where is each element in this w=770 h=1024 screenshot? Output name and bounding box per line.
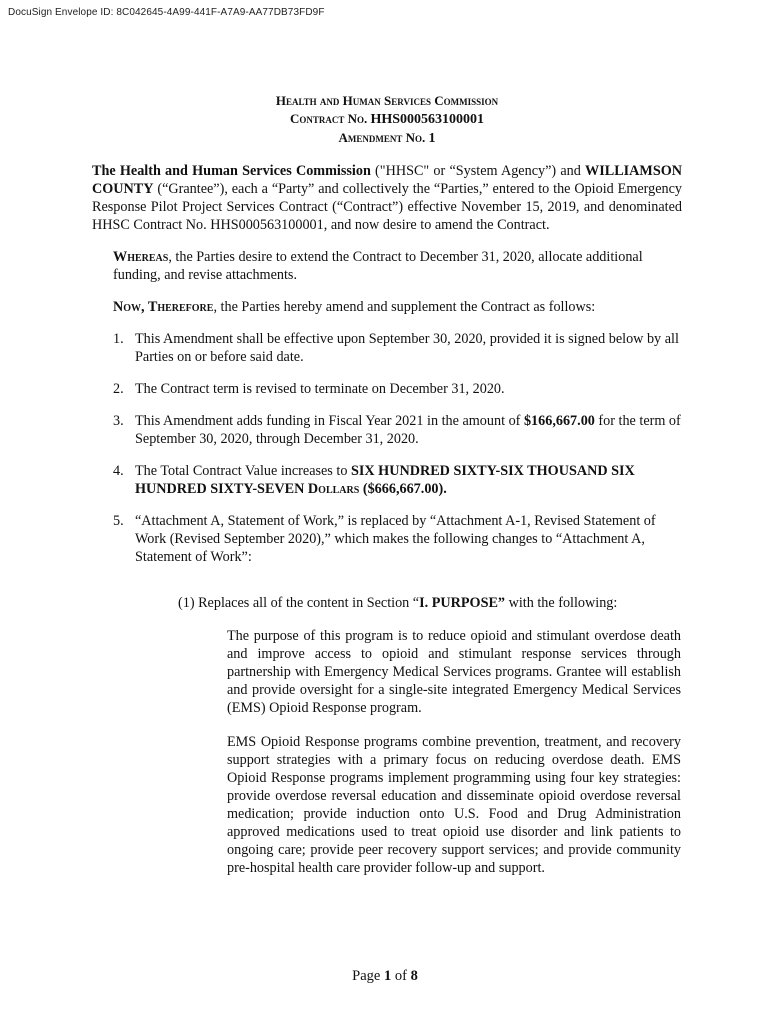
item-text: This Amendment shall be effective upon September 30, 2020, provided it is signed below by all Parties on or before said date. — [135, 331, 679, 365]
document-page — [92, 92, 682, 893]
sub-item-text-end: with the following: — [505, 595, 618, 611]
therefore-label: Now, Therefore — [113, 299, 214, 315]
funding-amount: $166,667.00 — [523, 413, 595, 429]
item-number: 3. — [113, 413, 124, 429]
page-of: of — [391, 968, 411, 984]
total-pages: 8 — [410, 968, 418, 984]
item-number: 4. — [113, 463, 124, 479]
item-text: The Total Contract Value increases to — [135, 463, 351, 479]
item-number: 1. — [113, 331, 124, 347]
intro-text-2: (“Grantee”), each a “Party” and collectively the “Parties,” entered to the Opioid Emergency Response Pilot Project Services Contract (“Contract”) effective November 15, 2019, and denominated HHSC Contract No. HHS000563100001, and now desire to amend the Contract. — [92, 181, 682, 233]
intro-text-1: ("HHSC" or “System Agency”) and — [370, 163, 586, 179]
contract-label: Contract No. — [289, 111, 368, 126]
therefore-text: , the Parties hereby amend and supplement the Contract as follows: — [213, 299, 596, 315]
whereas-label: Whereas — [113, 249, 169, 265]
amendment-items — [92, 330, 682, 566]
document-heading — [92, 92, 682, 148]
whereas-paragraph — [113, 248, 682, 284]
current-page: 1 — [383, 968, 392, 984]
heading-line-2 — [92, 110, 682, 129]
purpose-paragraph-2: EMS Opioid Response programs combine prevention, treatment, and recovery support strategies with a primary focus on reducing overdose death. EMS Opioid Response programs implement programming using four key strategies: provide overdose reversal education and disseminate opioid overdose reversal medication; provide induction onto U.S. Food and Drug Administration approved medications used to treat opioid use disorder and link patients to ongoing care; provide peer recovery support services; and provide community pre-hospital health care provider follow-up and support. — [227, 734, 681, 876]
therefore-paragraph — [113, 298, 682, 316]
contract-number: HHS000563100001 — [370, 112, 485, 127]
dollars-label: Dollars — [307, 481, 360, 497]
intro-party-2: WILLIAMSON COUNTY — [92, 163, 682, 197]
contract-value-words: SIX HUNDRED SIXTY-SIX THOUSAND SIX HUNDRED SIXTY-SEVEN — [135, 463, 635, 497]
page-footer — [0, 968, 770, 985]
list-item — [92, 330, 682, 366]
item-text: This Amendment adds funding in Fiscal Year 2021 in the amount of — [135, 413, 524, 429]
list-item — [92, 512, 682, 566]
sub-item-number: (1) — [178, 595, 195, 611]
amendment-number: 1 — [428, 131, 436, 146]
sub-item — [92, 594, 682, 612]
item-number: 2. — [113, 381, 124, 397]
page-label: Page — [352, 968, 384, 984]
intro-paragraph — [92, 162, 682, 234]
contract-value-amount: ($666,667.00). — [359, 481, 447, 497]
list-item — [92, 380, 682, 398]
item-number: 5. — [113, 513, 124, 529]
list-item — [92, 462, 682, 498]
intro-party-1: The Health and Human Services Commission — [92, 163, 371, 179]
item-text: The Contract term is revised to terminate on December 31, 2020. — [135, 381, 505, 397]
purpose-paragraph-1: The purpose of this program is to reduce opioid and stimulant overdose death and improve access to opioid and stimulant response services through partnership with Emergency Medical Services programs. Grantee will establish and provide oversight for a single-site integrated Emergency Medical Services (EMS) Opioid Response program. — [227, 628, 681, 716]
whereas-text: , the Parties desire to extend the Contract to December 31, 2020, allocate additional funding, and revise attachments. — [113, 249, 643, 283]
docusign-envelope-id: DocuSign Envelope ID: 8C042645-4A99-441F-A7A9-AA77DB73FD9F — [8, 7, 325, 18]
amendment-label: Amendment No. — [338, 130, 426, 145]
heading-line-1: Health and Human Services Commission — [275, 93, 499, 108]
item-text-end: for the term of September 30, 2020, through December 31, 2020. — [135, 413, 681, 447]
item-text: “Attachment A, Statement of Work,” is replaced by “Attachment A-1, Revised Statement of Work (Revised September 2020),” which makes the following changes to “Attachment A, Statement of Work”: — [135, 513, 656, 565]
heading-line-3 — [92, 129, 682, 148]
section-name: I. PURPOSE” — [419, 595, 506, 611]
quoted-purpose — [227, 627, 681, 877]
list-item — [92, 412, 682, 448]
sub-item-text: Replaces all of the content in Section “ — [198, 595, 420, 611]
